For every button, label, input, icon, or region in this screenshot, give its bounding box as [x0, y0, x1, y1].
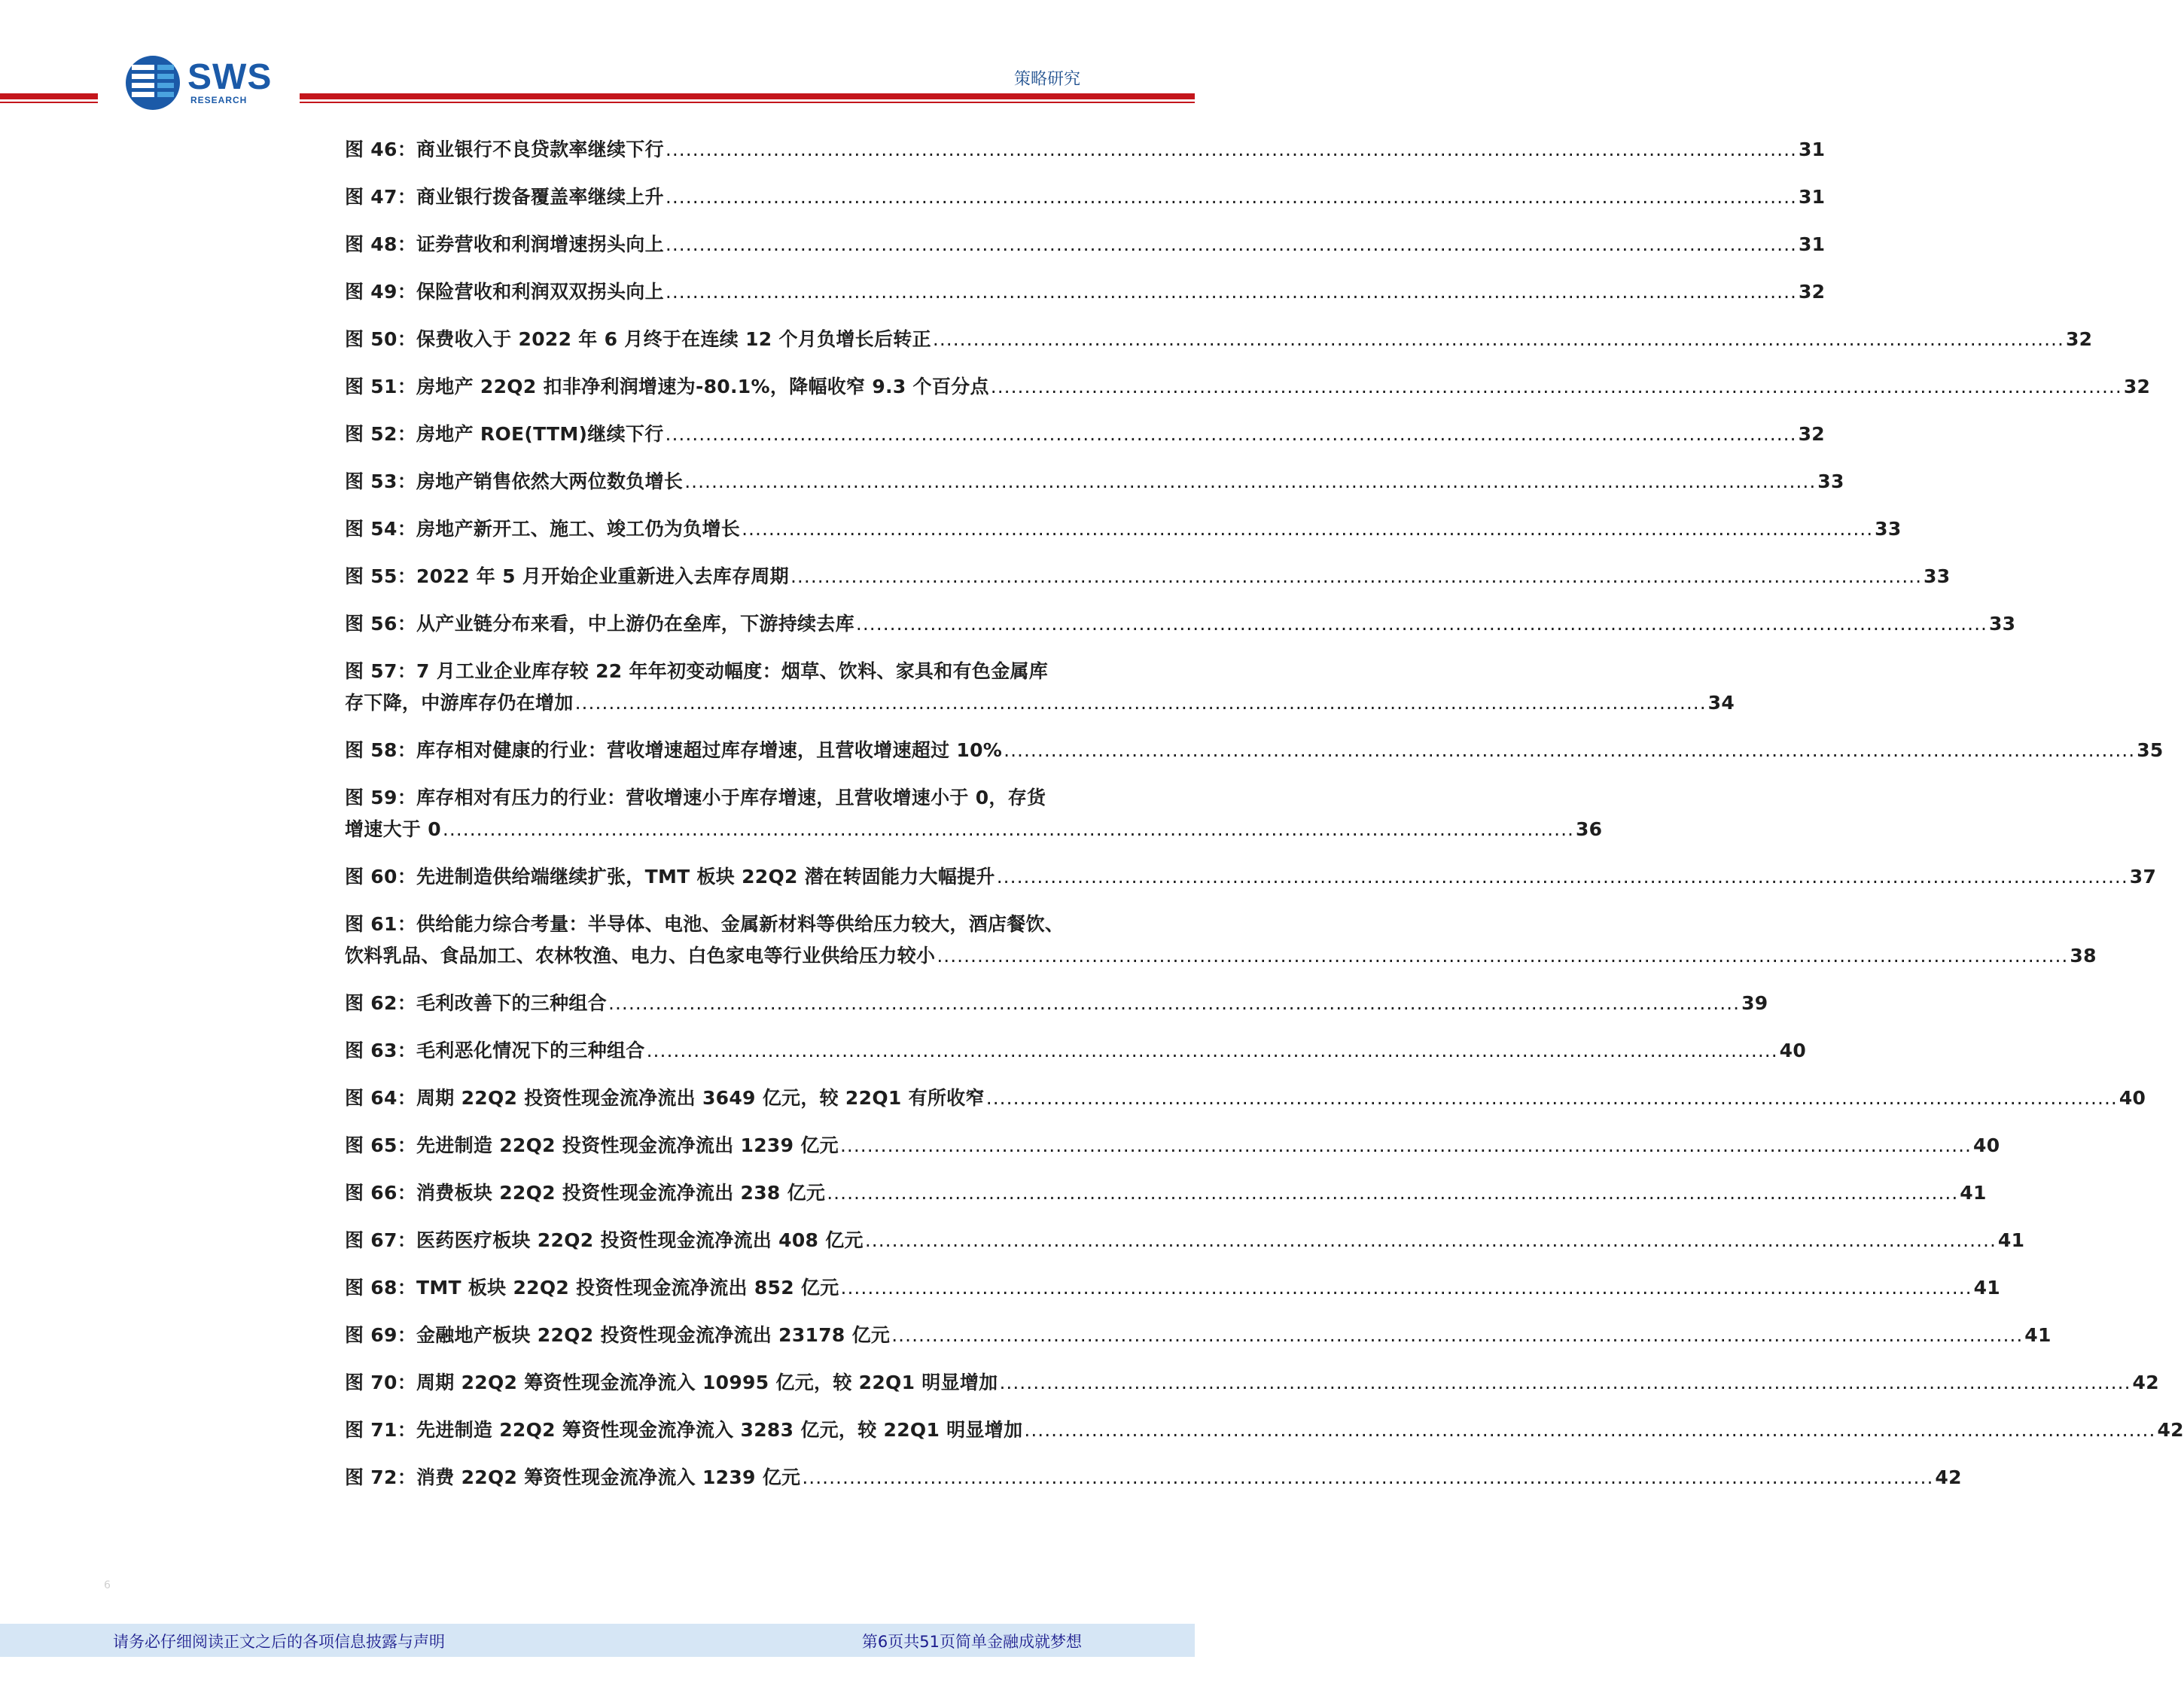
- toc-leader: ........................................................................................................................................................................: [442, 818, 1574, 840]
- header-rule-left: [0, 93, 98, 99]
- toc-entry[interactable]: [345, 1462, 1962, 1494]
- toc-leader: ........................................................................................................................................................................: [990, 376, 2122, 397]
- toc-entry[interactable]: [345, 656, 1735, 719]
- toc-entry-page: 35: [2137, 739, 2164, 761]
- toc-entry-label: 图 51：房地产 22Q2 扣非净利润增速为-80.1%，降幅收窄 9.3 个百分点: [345, 376, 989, 397]
- toc-entry-label: 图 66：消费板块 22Q2 投资性现金流净流出 238 亿元: [345, 1182, 826, 1204]
- toc-entry[interactable]: [345, 1367, 2159, 1399]
- toc-entry-label: 图 54：房地产新开工、施工、竣工仍为负增长: [345, 518, 741, 540]
- toc-entry-page: 31: [1798, 186, 1826, 208]
- toc-entry-page: 33: [1988, 613, 2016, 635]
- toc-entry-page: 31: [1798, 139, 1826, 160]
- toc-leader: ........................................................................................................................................................................: [802, 1466, 1934, 1488]
- toc-entry[interactable]: [345, 276, 1826, 308]
- toc-entry[interactable]: [345, 1130, 2000, 1162]
- toc-leader: ........................................................................................................................................................................: [665, 139, 1797, 160]
- toc-entry-page: 40: [1973, 1134, 2000, 1156]
- toc-entry-page: 42: [1935, 1466, 1962, 1488]
- toc-entry-label: 图 69：金融地产板块 22Q2 投资性现金流净流出 23178 亿元: [345, 1324, 891, 1346]
- toc-leader: ........................................................................................................................................................................: [665, 423, 1797, 445]
- toc-entry-label: 图 67：医药医疗板块 22Q2 投资性现金流净流出 408 亿元: [345, 1229, 864, 1251]
- toc-leader: ........................................................................................................................................................................: [839, 1134, 1972, 1156]
- toc-leader: ........................................................................................................................................................................: [827, 1182, 1959, 1204]
- sws-logo-icon: [124, 54, 181, 111]
- toc-entry-label: 增速大于 0: [345, 818, 441, 840]
- toc-entry-page: 32: [1798, 281, 1826, 303]
- toc-leader: ........................................................................................................................................................................: [665, 233, 1797, 255]
- logo-sub-text: RESEARCH: [190, 95, 248, 105]
- toc-entry-page: 33: [1817, 470, 1844, 492]
- toc-entry-label: 图 70：周期 22Q2 筹资性现金流净流入 10995 亿元，较 22Q1 明显增加: [345, 1372, 998, 1393]
- toc-entry-label: 图 62：毛利改善下的三种组合: [345, 992, 607, 1014]
- toc-entry-page: 33: [1875, 518, 1902, 540]
- toc-entry[interactable]: [345, 324, 2093, 355]
- toc-entry-page: 40: [2119, 1087, 2146, 1109]
- toc-entry-page: 42: [2132, 1372, 2159, 1393]
- toc-entry-first-line: 图 57：7 月工业企业库存较 22 年年初变动幅度：烟草、饮料、家具和有色金属库: [345, 660, 1049, 682]
- header-rule-right: [300, 93, 1195, 99]
- toc-entry[interactable]: [345, 513, 1902, 545]
- toc-leader: ........................................................................................................................................................................: [840, 1277, 1972, 1299]
- toc-entry[interactable]: [345, 229, 1826, 260]
- toc-leader: ........................................................................................................................................................................: [665, 281, 1797, 303]
- toc-entry-label: 图 52：房地产 ROE(TTM)继续下行: [345, 423, 664, 445]
- toc-entry-label: 图 65：先进制造 22Q2 投资性现金流净流出 1239 亿元: [345, 1134, 839, 1156]
- toc-entry[interactable]: [345, 782, 1603, 845]
- toc-leader: ........................................................................................................................................................................: [608, 992, 1741, 1014]
- toc-entry-page: 41: [1973, 1277, 2000, 1299]
- toc-entry-page: 38: [2070, 945, 2097, 967]
- toc-entry-page: 32: [2123, 376, 2151, 397]
- toc-entry[interactable]: [345, 371, 2151, 403]
- toc-leader: ........................................................................................................................................................................: [790, 565, 1923, 587]
- toc-entry-page: 32: [2065, 328, 2093, 350]
- toc-entry[interactable]: [345, 1320, 2051, 1351]
- toc-entry[interactable]: [345, 466, 1844, 498]
- toc-leader: ........................................................................................................................................................................: [665, 186, 1797, 208]
- toc-entry-page: 33: [1924, 565, 1951, 587]
- toc-entry-page: 41: [2024, 1324, 2051, 1346]
- toc-entry[interactable]: [345, 1035, 1807, 1067]
- toc-entry[interactable]: [345, 735, 2164, 766]
- toc-entry-label: 图 49：保险营收和利润双双拐头向上: [345, 281, 664, 303]
- toc-entry[interactable]: [345, 909, 2097, 972]
- header-rule-left-thin: [0, 102, 98, 103]
- toc-entry-page: 41: [1960, 1182, 1987, 1204]
- report-type-label: 策略研究: [1013, 70, 1080, 89]
- toc-entry[interactable]: [345, 419, 1825, 450]
- toc-leader: ........................................................................................................................................................................: [932, 328, 2064, 350]
- toc-entry-label: 图 47：商业银行拨备覆盖率继续上升: [345, 186, 664, 208]
- footer-disclaimer: 请务必仔细阅读正文之后的各项信息披露与声明: [113, 1633, 445, 1651]
- toc-entry-label: 图 63：毛利恶化情况下的三种组合: [345, 1040, 645, 1061]
- toc-leader: ........................................................................................................................................................................: [684, 470, 1817, 492]
- toc-entry-page: 41: [1997, 1229, 2025, 1251]
- toc-entry-page: 31: [1798, 233, 1826, 255]
- toc-entry-page: 37: [2129, 866, 2157, 888]
- toc-entry[interactable]: [345, 1083, 2146, 1114]
- header-rule-right-thin: [300, 102, 1195, 103]
- footer-page-info: 第6页共51页简单金融成就梦想: [861, 1633, 1082, 1651]
- toc-entry-page: 34: [1707, 692, 1735, 714]
- toc-entry-page: 32: [1798, 423, 1825, 445]
- toc-entry[interactable]: [345, 1177, 1987, 1209]
- toc-entry-label: 图 56：从产业链分布来看，中上游仍在垒库，下游持续去库: [345, 613, 854, 635]
- toc-entry[interactable]: [345, 134, 1826, 166]
- toc-entry-label: 图 64：周期 22Q2 投资性现金流净流出 3649 亿元，较 22Q1 有所收窄: [345, 1087, 985, 1109]
- toc-entry[interactable]: [345, 861, 2157, 893]
- faint-page-number: 6: [104, 1579, 111, 1591]
- toc-entry[interactable]: [345, 1272, 2000, 1304]
- toc-entry-label: 饮料乳品、食品加工、农林牧渔、电力、白色家电等行业供给压力较小: [345, 945, 936, 967]
- toc-entry-label: 图 68：TMT 板块 22Q2 投资性现金流净流出 852 亿元: [345, 1277, 839, 1299]
- toc-entry[interactable]: [345, 561, 1951, 592]
- toc-leader: ........................................................................................................................................................................: [1024, 1419, 2156, 1441]
- toc-entry-label: 图 60：先进制造供给端继续扩张，TMT 板块 22Q2 潜在转固能力大幅提升: [345, 866, 995, 888]
- toc-leader: ........................................................................................................................................................................: [999, 1372, 2131, 1393]
- toc-entry[interactable]: [345, 988, 1768, 1019]
- toc-entry-label: 图 72：消费 22Q2 筹资性现金流净流入 1239 亿元: [345, 1466, 801, 1488]
- toc-leader: ........................................................................................................................................................................: [855, 613, 1988, 635]
- toc-entry-label: 图 58：库存相对健康的行业：营收增速超过库存增速，且营收增速超过 10%: [345, 739, 1003, 761]
- toc-entry[interactable]: [345, 608, 2016, 640]
- toc-entry[interactable]: [345, 1414, 2184, 1446]
- toc-entry-label: 图 48：证券营收和利润增速拐头向上: [345, 233, 664, 255]
- toc-leader: ........................................................................................................................................................................: [646, 1040, 1778, 1061]
- toc-entry-first-line: 图 61：供给能力综合考量：半导体、电池、金属新材料等供给压力较大，酒店餐饮、: [345, 913, 1065, 935]
- toc-entry[interactable]: [345, 181, 1826, 213]
- toc-leader: ........................................................................................................................................................................: [1004, 739, 2136, 761]
- toc-entry-page: 40: [1779, 1040, 1807, 1061]
- toc-entry-label: 图 71：先进制造 22Q2 筹资性现金流净流入 3283 亿元，较 22Q1 明显增加: [345, 1419, 1023, 1441]
- toc-entry[interactable]: [345, 1225, 2025, 1256]
- toc-entry-label: 存下降，中游库存仍在增加: [345, 692, 574, 714]
- toc-entry-label: 图 55：2022 年 5 月开始企业重新进入去库存周期: [345, 565, 789, 587]
- toc-entry-label: 图 50：保费收入于 2022 年 6 月终于在连续 12 个月负增长后转正: [345, 328, 931, 350]
- toc-leader: ........................................................................................................................................................................: [937, 945, 2069, 967]
- toc-entry-label: 图 46：商业银行不良贷款率继续下行: [345, 139, 664, 160]
- toc-entry-label: 图 53：房地产销售依然大两位数负增长: [345, 470, 684, 492]
- toc-entry-page: 36: [1575, 818, 1603, 840]
- figure-toc: [345, 134, 2184, 1509]
- toc-entry-first-line: 图 59：库存相对有压力的行业：营收增速小于库存增速，且营收增速小于 0，存货: [345, 787, 1046, 808]
- toc-leader: ........................................................................................................................................................................: [574, 692, 1707, 714]
- toc-leader: ........................................................................................................................................................................: [996, 866, 2128, 888]
- toc-leader: ........................................................................................................................................................................: [864, 1229, 1997, 1251]
- logo-main-text: SWS: [187, 57, 273, 97]
- toc-leader: ........................................................................................................................................................................: [742, 518, 1874, 540]
- sws-logo: [124, 54, 272, 111]
- toc-leader: ........................................................................................................................................................................: [985, 1087, 2118, 1109]
- toc-leader: ........................................................................................................................................................................: [891, 1324, 2024, 1346]
- toc-entry-page: 39: [1741, 992, 1768, 1014]
- toc-entry-page: 42: [2157, 1419, 2184, 1441]
